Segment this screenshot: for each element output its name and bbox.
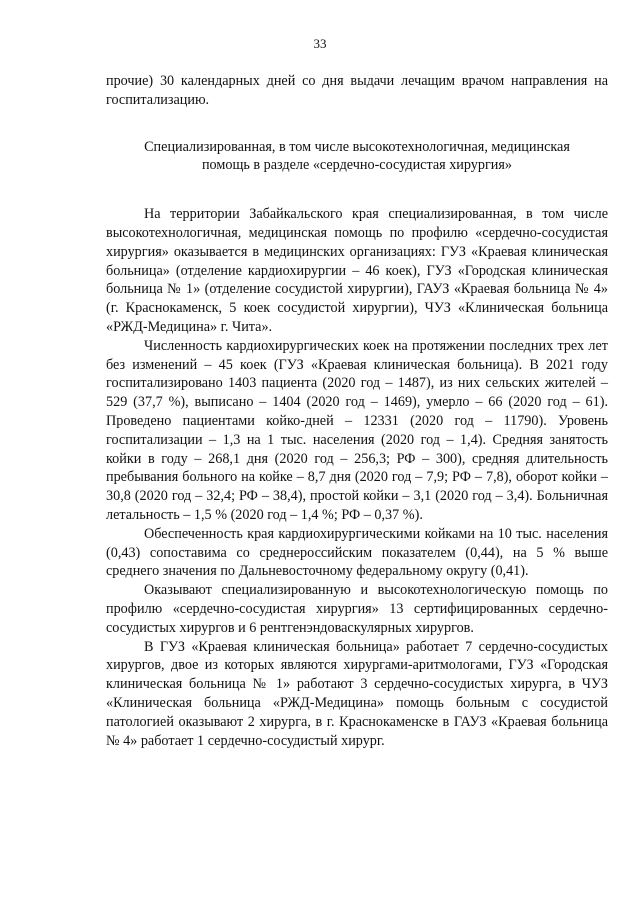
- paragraph-surgeons-count: Оказывают специализированную и высокотехнологическую помощь по профилю «сердечно-сосудистая хирургия» 13 сертифицированных сердечно-сосудистых хирургов и 6 рентгенэндоваскулярных хирургов.: [106, 582, 608, 636]
- section-heading: [106, 138, 608, 176]
- page-number: 33: [313, 36, 327, 51]
- paragraph-organizations: На территории Забайкальского края специализированная, в том числе высокотехнологичная, медицинская помощь по профилю «сердечно-сосудистая хирургия» оказывается в медицинских организациях: ГУЗ «Краевая клиническая больница» (отделение кардиохирургии – 46 коек), ГУЗ «Городская клиническая больница № 1» (отделение сосудистой хирургии), ГАУЗ «Краевая больница № 4» (г. Краснокаменск, 5 коек сосудистой хирургии), ЧУЗ «Клиническая больница «РЖД-Медицина» г. Чита».: [106, 206, 608, 335]
- section-heading-line-1: Специализированная, в том числе высокотехнологичная, медицинская: [144, 138, 570, 155]
- paragraph-surgeons-distribution: В ГУЗ «Краевая клиническая больница» работает 7 сердечно-сосудистых хирургов, двое из которых являются хирургами-аритмологами, ГУЗ «Городская клиническая больница № 1» работают 3 сердечно-сосудистых хирурга, в ЧУЗ «Клиническая больница «РЖД-Медицина» помощь больным с сосудистой патологией оказывают 2 хирурга, в г. Краснокаменске в ГАУЗ «Краевая больница № 4» работает 1 сердечно-сосудистый хирург.: [106, 638, 608, 749]
- document-body: [106, 72, 608, 750]
- section-heading-line-2: помощь в разделе «сердечно-сосудистая хирургия»: [201, 157, 513, 174]
- paragraph-statistics: Численность кардиохирургических коек на протяжении последних трех лет без изменений – 45 коек (ГУЗ «Краевая клиническая больница). В 2021 году госпитализировано 1403 пациента (2020 год – 1487), из них сельских жителей – 529 (37,7 %), выписано – 1404 (2020 год – 1469), умерло – 66 (2020 год – 61). Проведено пациентами койко-дней – 12331 (2020 год – 11790). Уровень госпитализации – 1,3 на 1 тыс. населения (2020 год – 1,4). Средняя занятость койки в году – 268,1 дня (2020 год – 256,3; РФ – 300), средняя длительность пребывания больного на койке – 8,7 дня (2020 год – 7,9; РФ – 7,8), оборот койки – 30,8 (2020 год – 32,4; РФ – 38,4), простой койки – 3,1 (2020 год – 3,4). Больничная летальность – 1,5 % (2020 год – 1,4 %; РФ – 0,37 %).: [106, 337, 608, 523]
- intro-paragraph: прочие) 30 календарных дней со дня выдачи лечащим врачом направления на госпитализацию.: [106, 73, 608, 108]
- paragraph-bed-provision: Обеспеченность края кардиохирургическими койками на 10 тыс. населения (0,43) сопоставима со среднероссийским показателем (0,44), на 5 % выше среднего значения по Дальневосточному федеральному округу (0,41).: [106, 525, 608, 580]
